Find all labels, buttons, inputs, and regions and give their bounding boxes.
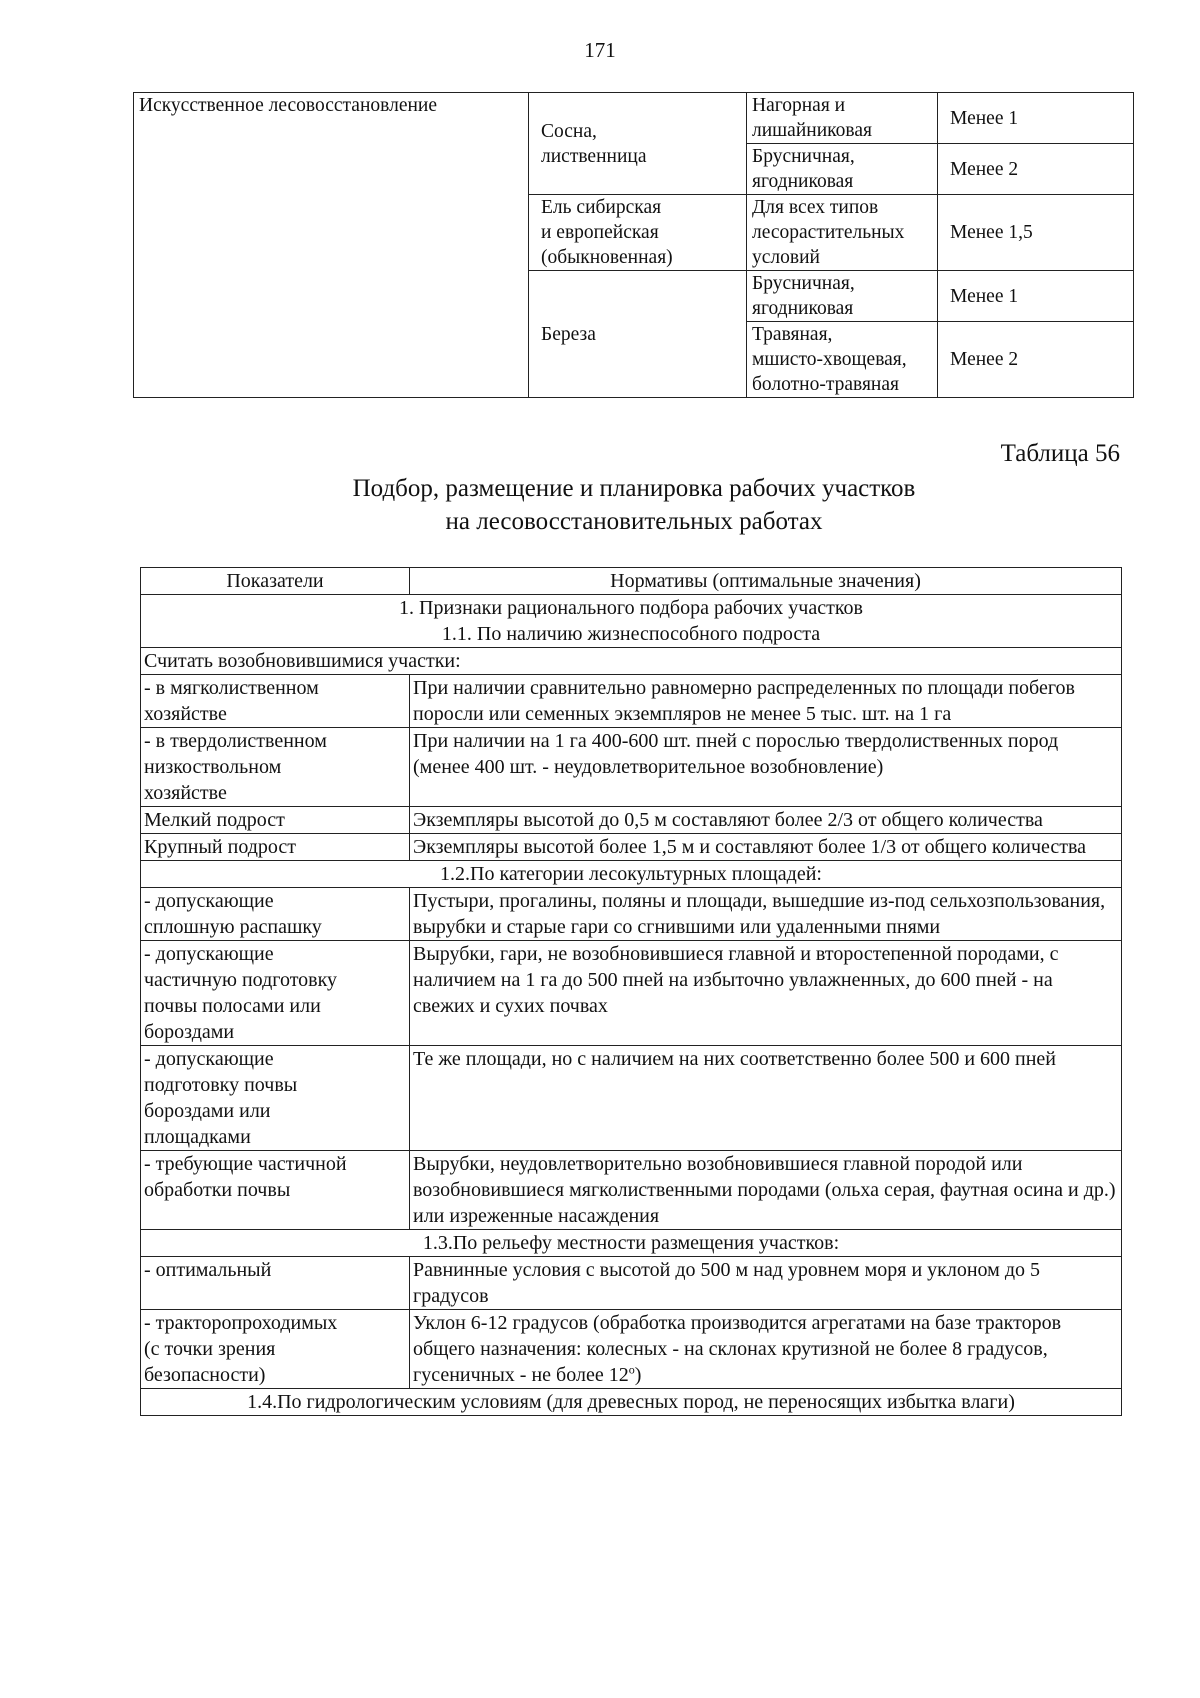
main-table bbox=[140, 567, 1122, 1416]
table-row bbox=[141, 834, 1122, 861]
table-row bbox=[141, 807, 1122, 834]
row-label: Крупный подрост bbox=[141, 834, 410, 861]
row-label: - в твердолиственном низкоствольном хозяйстве bbox=[141, 728, 410, 807]
subsection-title: 1.3.По рельефу местности размещения участков: bbox=[141, 1230, 1122, 1257]
subsection-title: 1.1. По наличию жизнеспособного подроста bbox=[441, 623, 821, 645]
row-label: - допускающие подготовку почвы бороздами или площадками bbox=[141, 1046, 410, 1151]
table-row bbox=[141, 675, 1122, 728]
row-label: - тракторопроходимых (с точки зрения безопасности) bbox=[141, 1310, 410, 1389]
forest-type-cell: Для всех типов лесорастительных условий bbox=[747, 195, 938, 271]
forest-type-cell: Брусничная, ягодниковая bbox=[747, 144, 938, 195]
row-value: Те же площади, но с наличием на них соответственно более 500 и 600 пней bbox=[410, 1046, 1122, 1151]
row-label: Мелкий подрост bbox=[141, 807, 410, 834]
method-cell: Искусственное лесовосстановление bbox=[134, 93, 529, 398]
table-row bbox=[141, 1151, 1122, 1230]
table-row bbox=[141, 648, 1122, 675]
row-value: Вырубки, неудовлетворительно возобновившиеся главной породой или возобновившиеся мягколиственными породами (ольха серая, фаутная осина и др.) или изреженные насаждения bbox=[410, 1151, 1122, 1230]
forest-type-cell: Брусничная, ягодниковая bbox=[747, 271, 938, 322]
row-value: При наличии на 1 га 400-600 шт. пней с порослью твердолиственных пород (менее 400 шт. - неудовлетворительное возобновление) bbox=[410, 728, 1122, 807]
section-row bbox=[141, 595, 1122, 648]
row-label: - в мягколиственном хозяйстве bbox=[141, 675, 410, 728]
forest-type-cell: Травяная, мшисто-хвощевая, болотно-травяная bbox=[747, 322, 938, 398]
row-label: - требующие частичной обработки почвы bbox=[141, 1151, 410, 1230]
row-label: Считать возобновившимися участки: bbox=[141, 648, 1122, 675]
table-row bbox=[141, 728, 1122, 807]
column-header: Показатели bbox=[141, 568, 410, 595]
table-title: Подбор, размещение и планировка рабочих участков на лесовосстановительных работах bbox=[352, 475, 916, 535]
species-cell: Береза bbox=[529, 271, 747, 398]
row-value: Вырубки, гари, не возобновившиеся главной и второстепенной породами, с наличием на 1 га до 500 пней на избыточно увлажненных, до 600 пней - на свежих и сухих почвах bbox=[410, 941, 1122, 1046]
page-number: 171 bbox=[584, 38, 616, 62]
table-row bbox=[141, 1046, 1122, 1151]
table-row bbox=[141, 1257, 1122, 1310]
value-cell: Менее 1 bbox=[938, 271, 1134, 322]
section-row bbox=[141, 1230, 1122, 1257]
section-row bbox=[141, 1389, 1122, 1416]
table-row bbox=[141, 888, 1122, 941]
subsection-title: 1.2.По категории лесокультурных площадей: bbox=[141, 861, 1122, 888]
species-cell: Сосна, лиственница bbox=[529, 93, 747, 195]
table-label: Таблица 56 bbox=[1000, 440, 1120, 467]
row-value: Экземпляры высотой более 1,5 м и составляют более 1/3 от общего количества bbox=[410, 834, 1122, 861]
forest-type-cell: Нагорная и лишайниковая bbox=[747, 93, 938, 144]
row-value bbox=[410, 1310, 1122, 1389]
row-value: При наличии сравнительно равномерно распределенных по площади побегов поросли или семенных экземпляров не менее 5 тыс. шт. на 1 га bbox=[410, 675, 1122, 728]
row-value-text: Уклон 6-12 градусов (обработка производится агрегатами на базе тракторов общего назначения: колесных - на склонах крутизной не более 8 градусов, гусеничных - не более 12 bbox=[413, 1312, 1062, 1386]
value-cell: Менее 2 bbox=[938, 144, 1134, 195]
section-row bbox=[141, 861, 1122, 888]
degree-superscript: о bbox=[628, 1362, 635, 1377]
continuation-table bbox=[133, 92, 1134, 398]
column-header: Нормативы (оптимальные значения) bbox=[410, 568, 1122, 595]
table-row bbox=[141, 1310, 1122, 1389]
row-label: - допускающие частичную подготовку почвы полосами или бороздами bbox=[141, 941, 410, 1046]
value-cell: Менее 1 bbox=[938, 93, 1134, 144]
row-value: Равнинные условия с высотой до 500 м над уровнем моря и уклоном до 5 градусов bbox=[410, 1257, 1122, 1310]
row-label: - оптимальный bbox=[141, 1257, 410, 1310]
row-value: Пустыри, прогалины, поляны и площади, вышедшие из-под сельхозпользования, вырубки и старые гари со сгнившими или удаленными пнями bbox=[410, 888, 1122, 941]
table-row bbox=[141, 941, 1122, 1046]
row-value: Экземпляры высотой до 0,5 м составляют более 2/3 от общего количества bbox=[410, 807, 1122, 834]
value-cell: Менее 2 bbox=[938, 322, 1134, 398]
section-title: 1. Признаки рационального подбора рабочих участков bbox=[399, 597, 863, 619]
species-cell: Ель сибирская и европейская (обыкновенная) bbox=[529, 195, 747, 271]
section-heading bbox=[141, 595, 1122, 648]
subsection-title: 1.4.По гидрологическим условиям (для древесных пород, не переносящих избытка влаги) bbox=[141, 1389, 1122, 1416]
value-cell: Менее 1,5 bbox=[938, 195, 1134, 271]
row-label: - допускающие сплошную распашку bbox=[141, 888, 410, 941]
row-value-end: ) bbox=[634, 1364, 642, 1386]
header-row bbox=[141, 568, 1122, 595]
